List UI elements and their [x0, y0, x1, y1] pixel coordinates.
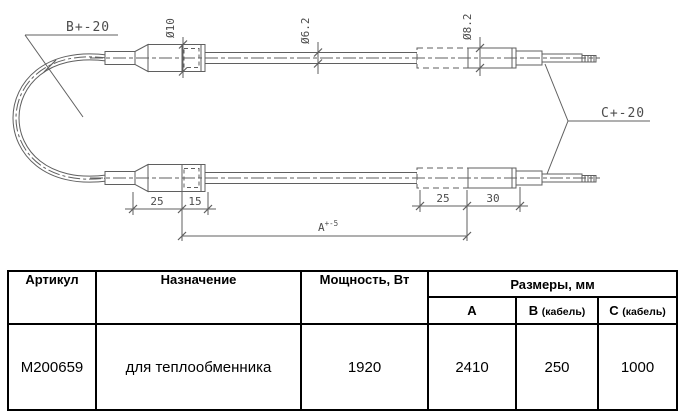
cell-purpose: для теплообменника [96, 324, 301, 410]
spec-table [7, 270, 678, 411]
dia-6-2-label: Ø6.2 [299, 17, 312, 44]
table-row [8, 324, 677, 410]
dim-a-tolerance: +-5 [324, 219, 339, 228]
dimension-lines [125, 187, 528, 241]
dim-25-left-label: 25 [150, 195, 164, 208]
header-dim-b-letter: B [528, 303, 539, 318]
header-dim-b-note: (кабель) [541, 306, 586, 318]
cell-dim-a: 2410 [428, 324, 516, 410]
dim-a-base: A [318, 221, 325, 234]
cell-dim-b: 250 [516, 324, 598, 410]
b-dim-label: B+-20 [66, 20, 111, 35]
header-power: Мощность, Вт [301, 271, 428, 324]
cell-dim-c: 1000 [598, 324, 677, 410]
centerlines [90, 58, 600, 178]
header-dimensions: Размеры, мм [428, 271, 677, 297]
cell-article: M200659 [8, 324, 96, 410]
cable-u-bend [16, 57, 107, 179]
header-dim-b [516, 297, 598, 324]
dia-10-label: Ø10 [164, 18, 177, 38]
dim-15-label: 15 [188, 195, 202, 208]
header-purpose: Назначение [96, 271, 301, 324]
header-article: Артикул [8, 271, 96, 324]
c-dim-label: C+-20 [601, 106, 646, 121]
header-dim-a: A [428, 297, 516, 324]
header-dim-c-letter: C [609, 303, 619, 318]
dia-8-2-label: Ø8.2 [461, 13, 474, 40]
dim-30-label: 30 [486, 192, 500, 205]
header-dim-c [598, 297, 677, 324]
cell-power: 1920 [301, 324, 428, 410]
header-dim-c-note: (кабель) [622, 306, 666, 318]
dim-a-label [318, 219, 338, 234]
dim-25-right-label: 25 [436, 192, 450, 205]
